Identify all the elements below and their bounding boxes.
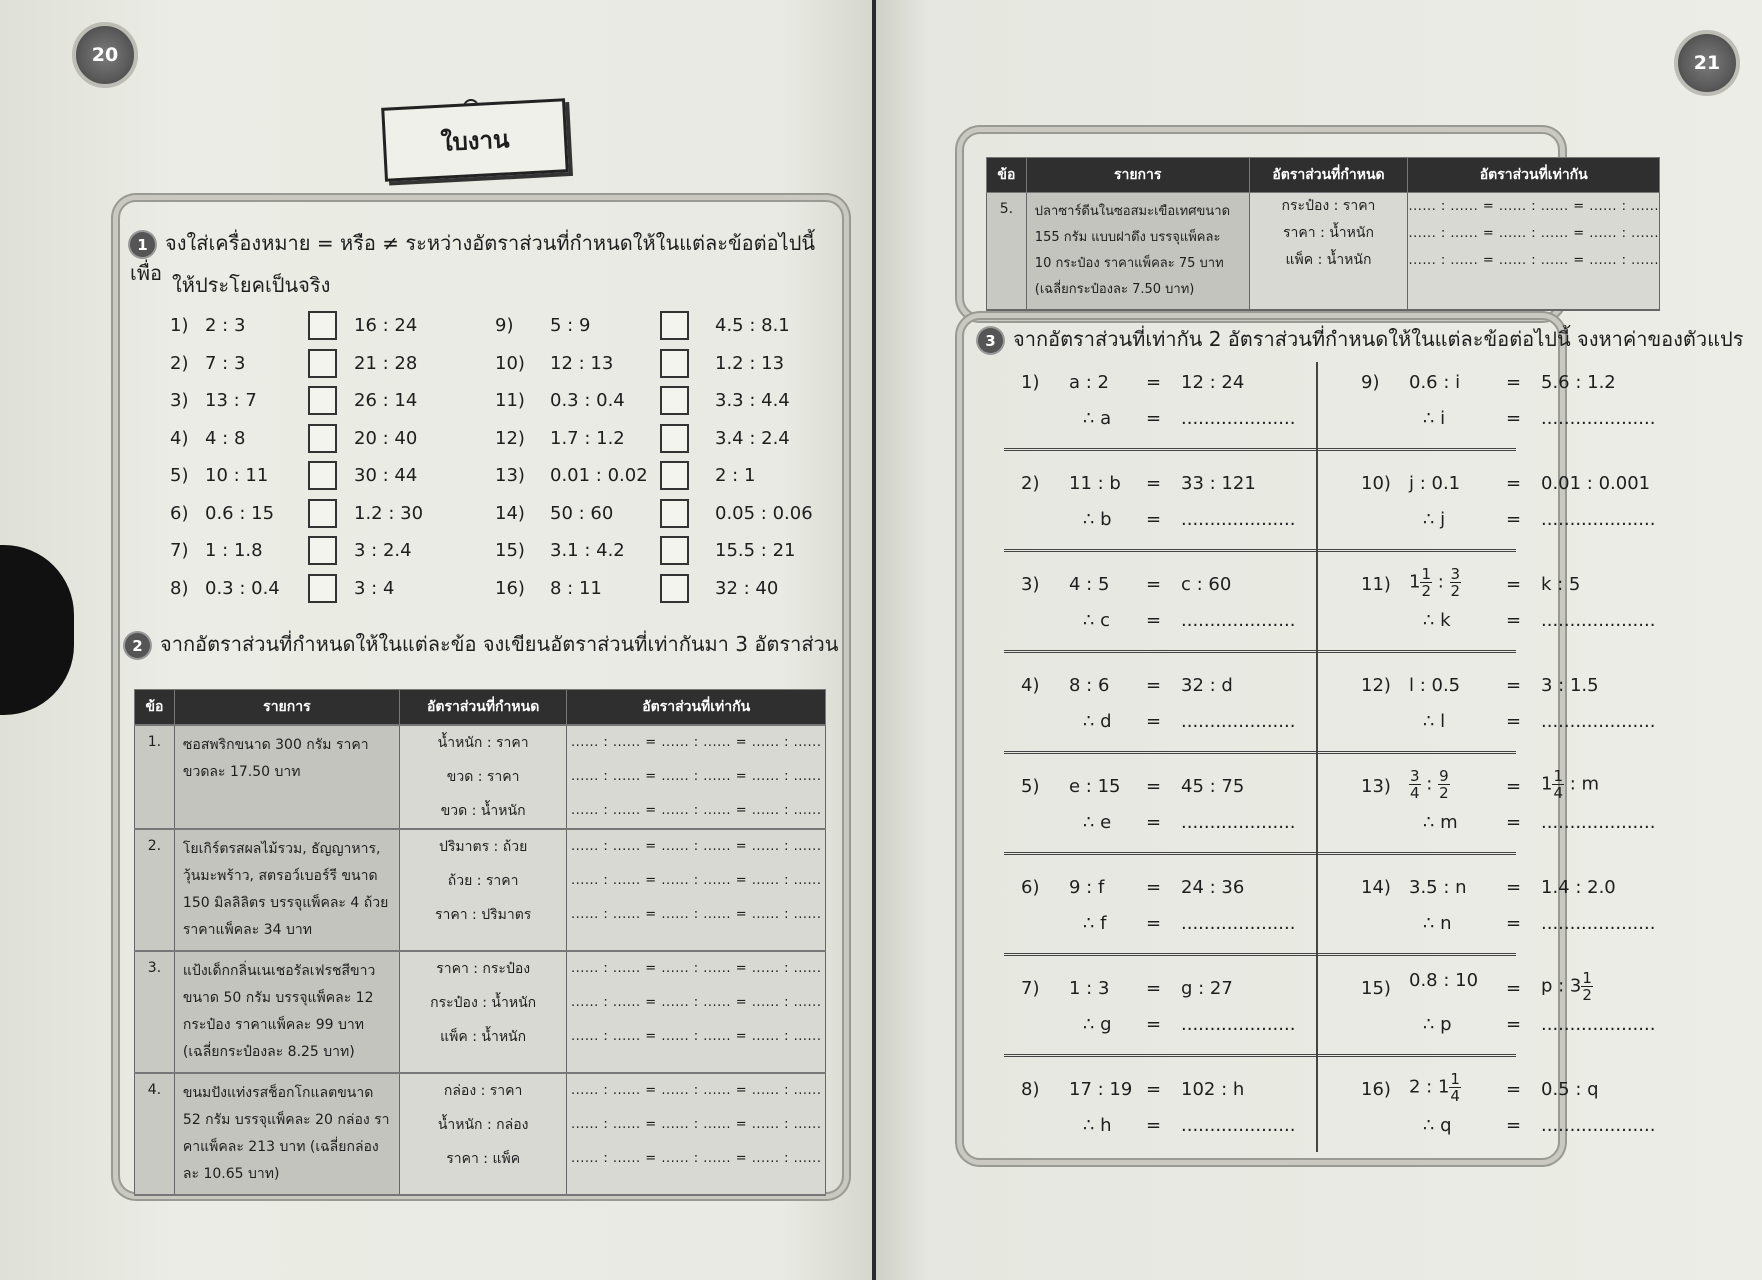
item-number: 13) [495, 465, 525, 486]
item-number: 14) [1361, 877, 1391, 898]
item-description: ซอสพริกขนาด 300 กรัม ราคาขวดละ 17.50 บาท [174, 725, 399, 829]
variable-problem [1361, 372, 1681, 472]
equation-lhs: 9 : f [1069, 877, 1105, 898]
right-ratio: 1.2 : 13 [715, 352, 785, 374]
left-ratio: 8 : 11 [550, 577, 602, 599]
equation-rhs: 102 : h [1181, 1079, 1245, 1100]
item-number: 9) [495, 315, 514, 336]
equation-lhs: 1 : 3 [1069, 978, 1110, 999]
table-header-cell: ข้อ [135, 690, 175, 726]
variable-label: ∴ e [1083, 812, 1112, 833]
equals-sign: = [1506, 978, 1522, 999]
left-ratio: 3.1 : 4.2 [550, 540, 625, 561]
item-number: 2) [170, 352, 189, 374]
table-header-cell: รายการ [1026, 158, 1249, 193]
table-header-cell: อัตราส่วนที่กำหนด [1249, 158, 1408, 193]
row-number: 2. [135, 829, 175, 951]
blank-answer-line[interactable]: .................... [1541, 610, 1656, 631]
left-page [0, 0, 872, 1280]
comparison-row [495, 536, 825, 566]
given-ratio: ปริมาตร : ถ้วย [439, 839, 528, 855]
equation-lhs: e : 15 [1069, 776, 1121, 797]
comparison-row [495, 499, 825, 529]
given-ratio: ถ้วย : ราคา [447, 873, 519, 889]
blank-answer-line[interactable]: .................... [1541, 812, 1656, 833]
equals-sign: = [1146, 473, 1162, 494]
equation-lhs: 3.5 : n [1409, 877, 1467, 898]
item-number: 5) [170, 465, 189, 486]
left-ratio: 2 : 3 [205, 315, 246, 336]
row-divider [1004, 852, 1516, 855]
table-row [135, 829, 826, 951]
given-ratio: ราคา : ปริมาตร [434, 907, 532, 923]
left-ratio: 0.01 : 0.02 [550, 465, 648, 486]
page-number-badge: 20 [72, 22, 138, 88]
row-divider [1004, 549, 1516, 552]
given-ratio: น้ำหนัก : ราคา [437, 735, 529, 751]
equals-sign: = [1506, 1079, 1522, 1100]
section2-badge: 2 [125, 633, 150, 658]
item-number: 3) [170, 390, 189, 411]
equals-sign: = [1146, 1115, 1162, 1136]
equation-rhs: 33 : 121 [1181, 473, 1256, 494]
blank-answer-line[interactable]: .................... [1181, 812, 1296, 833]
blank-answer-line[interactable]: ...... : ...... = ...... : ...... = ...... : ...... [570, 769, 822, 784]
equals-sign: = [1506, 574, 1522, 595]
item-description: โยเกิร์ตรสผลไม้รวม, ธัญญาหาร, วุ้นมะพร้าว, สตรอว์เบอร์รี ขนาด 150 มิลลิลิตร บรรจุแพ็คละ 4 ถ้วย ราคาแพ็คละ 34 บาท [174, 829, 399, 951]
equals-sign: = [1146, 372, 1162, 393]
table-header-cell: ข้อ [987, 158, 1027, 193]
right-ratio: 1.2 : 30 [354, 502, 424, 524]
item-number: 6) [1021, 877, 1040, 898]
equals-sign: = [1146, 408, 1162, 429]
binder-clip-shadow [0, 545, 74, 715]
item-number: 2) [1021, 473, 1040, 494]
right-ratio: 3 : 2.4 [354, 540, 412, 561]
answer-box[interactable] [308, 349, 337, 378]
right-page [876, 0, 1762, 1280]
variable-problem [1361, 473, 1681, 573]
item-description: แป้งเด็กกลิ่นเนเชอรัลเฟรชสีขาว ขนาด 50 กรัม บรรจุแพ็คละ 12 กระป๋อง ราคาแพ็คละ 99 บาท (เฉลี่ยกระป๋องละ 8.25 บาท) [174, 951, 399, 1073]
row-number: 4. [135, 1073, 175, 1195]
variable-problem [1361, 675, 1681, 775]
comparison-row [170, 461, 500, 491]
equals-sign: = [1506, 812, 1522, 833]
row-number: 1. [135, 725, 175, 829]
blank-answer-line[interactable]: .................... [1541, 913, 1656, 934]
item-number: 16) [1361, 1079, 1391, 1100]
variable-problem [1361, 1070, 1681, 1179]
equals-sign: = [1506, 408, 1522, 429]
equals-sign: = [1146, 978, 1162, 999]
left-ratio: 12 : 13 [550, 352, 614, 374]
equals-sign: = [1146, 610, 1162, 631]
left-ratio: 1 : 1.8 [205, 540, 263, 561]
given-ratios [399, 829, 567, 951]
blank-answer-line[interactable]: ...... : ...... = ...... : ...... = ...... : ...... [570, 1083, 822, 1098]
variable-problem [1361, 565, 1681, 674]
ratio-table-right [986, 157, 1660, 311]
item-number: 3) [1021, 574, 1040, 595]
answer-box[interactable] [660, 424, 689, 453]
variable-label: ∴ f [1083, 913, 1107, 934]
item-number: 10) [495, 352, 525, 374]
equals-sign: = [1506, 610, 1522, 631]
blank-answer-line[interactable]: .................... [1541, 408, 1656, 429]
item-number: 15) [1361, 978, 1391, 999]
left-ratio: 1.7 : 1.2 [550, 427, 625, 449]
equation-lhs: 0.6 : i [1409, 372, 1461, 393]
variable-label: ∴ l [1423, 711, 1446, 732]
variable-problem [1021, 776, 1341, 876]
left-ratio: 50 : 60 [550, 502, 614, 524]
equation-lhs: j : 0.1 [1409, 473, 1461, 494]
equals-sign: = [1506, 473, 1522, 494]
left-ratio: 0.3 : 0.4 [205, 577, 280, 599]
variable-label: ∴ p [1423, 1014, 1452, 1035]
variable-label: ∴ a [1083, 408, 1112, 429]
given-ratios [399, 725, 567, 829]
table-header-cell: อัตราส่วนที่เท่ากัน [1408, 158, 1660, 193]
variable-problem [1021, 372, 1341, 472]
given-ratio: กระป๋อง : น้ำหนัก [430, 995, 537, 1011]
table-header-cell: รายการ [174, 690, 399, 726]
answer-box[interactable] [308, 499, 337, 528]
section2-instruction: 2 จากอัตราส่วนที่กำหนดให้ในแต่ละข้อ จงเขียนอัตราส่วนที่เท่ากันมา 3 อัตราส่วน [125, 629, 845, 659]
equation-rhs: 5.6 : 1.2 [1541, 372, 1616, 393]
variable-problem [1361, 767, 1681, 876]
row-divider [1004, 650, 1516, 653]
item-number: 7) [1021, 978, 1040, 999]
given-ratio: ราคา : น้ำหนัก [1283, 225, 1374, 241]
blank-answer-line[interactable]: .................... [1181, 913, 1296, 934]
equation-rhs: 1.4 : 2.0 [1541, 877, 1616, 898]
equals-sign: = [1146, 812, 1162, 833]
item-number: 8) [170, 577, 189, 599]
variable-problem [1021, 675, 1341, 775]
blank-answer-line[interactable]: ...... : ...... = ...... : ...... = ...... : ...... [1408, 199, 1659, 214]
equals-sign: = [1146, 675, 1162, 696]
variable-problem [1021, 574, 1341, 674]
item-number: 10) [1361, 473, 1391, 494]
comparison-row [170, 499, 500, 529]
equivalent-ratios [567, 829, 826, 951]
equation-rhs: g : 27 [1181, 978, 1233, 999]
equals-sign: = [1146, 574, 1162, 595]
blank-answer-line[interactable]: ...... : ...... = ...... : ...... = ...... : ...... [570, 1029, 822, 1044]
variable-problem [1021, 877, 1341, 977]
left-ratio: 10 : 11 [205, 465, 269, 486]
equation-lhs: 11 : b [1069, 473, 1121, 494]
answer-box[interactable] [660, 536, 689, 565]
equivalent-ratios [567, 951, 826, 1073]
right-ratio: 4.5 : 8.1 [715, 315, 790, 336]
blank-answer-line[interactable]: ...... : ...... = ...... : ...... = ...... : ...... [570, 995, 822, 1010]
equation-rhs: c : 60 [1181, 574, 1232, 595]
table-header-row [135, 690, 826, 726]
row-divider [1004, 1054, 1516, 1057]
section3-badge: 3 [978, 328, 1003, 353]
given-ratio: ขวด : น้ำหนัก [440, 803, 526, 819]
equation-lhs: $\frac{3}{4}$ : $\frac{9}{2}$ [1410, 767, 1449, 802]
comparison-row [170, 349, 500, 379]
right-ratio: 3.4 : 2.4 [715, 427, 790, 449]
ratio-table-left [134, 689, 826, 1196]
comparison-row [495, 574, 825, 604]
answer-box[interactable] [308, 574, 337, 603]
equation-rhs: k : 5 [1541, 574, 1581, 595]
item-number: 12) [1361, 675, 1391, 696]
left-ratio: 0.3 : 0.4 [550, 390, 625, 411]
equals-sign: = [1146, 913, 1162, 934]
variable-label: ∴ c [1083, 610, 1111, 631]
comparison-row [495, 386, 825, 416]
blank-answer-line[interactable]: ...... : ...... = ...... : ...... = ...... : ...... [570, 907, 822, 922]
variable-label: ∴ d [1083, 711, 1112, 732]
variable-label: ∴ h [1083, 1115, 1112, 1136]
item-number: 16) [495, 577, 525, 599]
equation-lhs: 4 : 5 [1069, 574, 1110, 595]
section3-instruction: 3 จากอัตราส่วนที่เท่ากัน 2 อัตราส่วนที่กำหนดให้ในแต่ละข้อต่อไปนี้ จงหาค่าของตัวแปร [978, 324, 1758, 354]
table-row [135, 1073, 826, 1195]
left-ratio: 5 : 9 [550, 315, 591, 336]
right-ratio: 16 : 24 [354, 315, 418, 336]
table-header-row [987, 158, 1660, 193]
equals-sign: = [1146, 1079, 1162, 1100]
page-number-badge: 21 [1674, 30, 1740, 96]
equals-sign: = [1506, 372, 1522, 393]
comparison-row [170, 424, 500, 454]
answer-box[interactable] [308, 424, 337, 453]
answer-box[interactable] [660, 499, 689, 528]
left-ratio: 0.6 : 15 [205, 502, 275, 524]
given-ratios [399, 951, 567, 1073]
blank-answer-line[interactable]: ...... : ...... = ...... : ...... = ...... : ...... [570, 735, 822, 750]
equals-sign: = [1506, 877, 1522, 898]
equation-lhs: 0.8 : 10 [1409, 970, 1479, 991]
blank-answer-line[interactable]: .................... [1541, 711, 1656, 732]
blank-answer-line[interactable]: ...... : ...... = ...... : ...... = ...... : ...... [570, 803, 822, 818]
equals-sign: = [1146, 776, 1162, 797]
right-ratio: 21 : 28 [354, 352, 418, 374]
equation-rhs: 3 : 1.5 [1541, 675, 1599, 696]
variable-label: ∴ m [1423, 812, 1458, 833]
equation-rhs: 32 : d [1181, 675, 1233, 696]
right-ratio: 20 : 40 [354, 427, 418, 449]
variable-label: ∴ q [1423, 1115, 1452, 1136]
variable-label: ∴ i [1423, 408, 1446, 429]
variable-problem [1361, 877, 1681, 977]
section1-badge: 1 [130, 232, 155, 257]
table-row [987, 193, 1660, 311]
row-number: 5. [987, 193, 1027, 311]
blank-answer-line[interactable]: .................... [1541, 1115, 1656, 1136]
comparison-row [495, 311, 825, 341]
table-row [135, 951, 826, 1073]
blank-answer-line[interactable]: ...... : ...... = ...... : ...... = ...... : ...... [1408, 226, 1659, 241]
right-ratio: 26 : 14 [354, 390, 418, 411]
item-description: ขนมปังแท่งรสช็อกโกแลตขนาด 52 กรัม บรรจุแพ็คละ 20 กล่อง ราคาแพ็คละ 213 บาท (เฉลี่ยกล่องละ 10.65 บาท) [174, 1073, 399, 1195]
answer-box[interactable] [660, 311, 689, 340]
equation-rhs: 12 : 24 [1181, 372, 1245, 393]
variable-label: ∴ n [1423, 913, 1452, 934]
item-number: 14) [495, 502, 525, 524]
comparison-row [170, 574, 500, 604]
given-ratio: ราคา : กระป๋อง [436, 961, 531, 977]
blank-answer-line[interactable]: .................... [1541, 1014, 1656, 1035]
equivalent-ratios [567, 1073, 826, 1195]
equation-lhs: 17 : 19 [1069, 1079, 1133, 1100]
right-ratio: 32 : 40 [715, 577, 779, 599]
equals-sign: = [1506, 913, 1522, 934]
given-ratios [399, 1073, 567, 1195]
given-ratio: ราคา : แพ็ค [446, 1151, 521, 1167]
variable-label: ∴ b [1083, 509, 1112, 530]
row-divider [1004, 953, 1516, 956]
item-description: ปลาซาร์ดีนในซอสมะเขือเทศขนาด 155 กรัม แบบฝาดึง บรรจุแพ็คละ 10 กระป๋อง ราคาแพ็คละ 75 บาท (เฉลี่ยกระป๋องละ 7.50 บาท) [1026, 193, 1249, 311]
equation-rhs: 0.01 : 0.001 [1541, 473, 1651, 494]
given-ratio: ขวด : ราคา [446, 769, 520, 785]
blank-answer-line[interactable]: .................... [1181, 1115, 1296, 1136]
equals-sign: = [1506, 776, 1522, 797]
equals-sign: = [1146, 711, 1162, 732]
answer-box[interactable] [308, 536, 337, 565]
equation-lhs: l : 0.5 [1409, 675, 1461, 696]
item-number: 15) [495, 540, 525, 561]
blank-answer-line[interactable]: .................... [1181, 509, 1296, 530]
equation-rhs: 1 $\frac{1}{4}$ : m [1541, 767, 1600, 802]
equals-sign: = [1146, 1014, 1162, 1035]
row-divider [1004, 448, 1516, 451]
item-number: 1) [170, 315, 189, 336]
table-header-cell: อัตราส่วนที่กำหนด [399, 690, 567, 726]
equals-sign: = [1146, 509, 1162, 530]
equation-rhs: 0.5 : q [1541, 1079, 1599, 1100]
answer-box[interactable] [660, 574, 689, 603]
item-number: 7) [170, 540, 189, 561]
item-number: 12) [495, 427, 525, 449]
variable-problem [1021, 1079, 1341, 1179]
comparison-row [170, 386, 500, 416]
blank-answer-line[interactable]: ...... : ...... = ...... : ...... = ...... : ...... [570, 839, 822, 854]
blank-answer-line[interactable]: ...... : ...... = ...... : ...... = ...... : ...... [570, 1117, 822, 1132]
blank-answer-line[interactable]: .................... [1181, 408, 1296, 429]
equation-rhs: 45 : 75 [1181, 776, 1245, 797]
comparison-row [170, 311, 500, 341]
equation-lhs: 2 : 1 $\frac{1}{4}$ [1409, 1070, 1460, 1105]
comparison-row [495, 461, 825, 491]
variable-label: ∴ g [1083, 1014, 1112, 1035]
left-ratio: 7 : 3 [205, 352, 246, 374]
equation-lhs: 8 : 6 [1069, 675, 1110, 696]
item-number: 8) [1021, 1079, 1040, 1100]
blank-answer-line[interactable]: ...... : ...... = ...... : ...... = ...... : ...... [570, 961, 822, 976]
given-ratios [1249, 193, 1408, 311]
answer-box[interactable] [308, 311, 337, 340]
answer-box[interactable] [308, 461, 337, 490]
item-number: 4) [170, 427, 189, 449]
answer-box[interactable] [660, 386, 689, 415]
left-ratio: 4 : 8 [205, 427, 246, 449]
left-ratio: 13 : 7 [205, 390, 257, 411]
variable-label: ∴ j [1423, 509, 1446, 530]
equals-sign: = [1506, 711, 1522, 732]
item-number: 13) [1361, 776, 1391, 797]
item-number: 11) [495, 390, 525, 411]
equivalent-ratios [1408, 193, 1660, 311]
right-ratio: 0.05 : 0.06 [715, 502, 813, 524]
right-ratio: 3.3 : 4.4 [715, 390, 790, 411]
blank-answer-line[interactable]: .................... [1181, 1014, 1296, 1035]
comparison-row [170, 536, 500, 566]
item-number: 6) [170, 502, 189, 524]
item-number: 1) [1021, 372, 1040, 393]
given-ratio: น้ำหนัก : กล่อง [437, 1117, 529, 1133]
variable-label: ∴ k [1423, 610, 1451, 631]
blank-answer-line[interactable]: .................... [1181, 711, 1296, 732]
blank-answer-line[interactable]: ...... : ...... = ...... : ...... = ...... : ...... [1408, 253, 1659, 268]
variable-problem [1021, 473, 1341, 573]
item-number: 11) [1361, 574, 1391, 595]
equation-lhs: a : 2 [1069, 372, 1109, 393]
blank-answer-line[interactable]: ...... : ...... = ...... : ...... = ...... : ...... [570, 1151, 822, 1166]
blank-answer-line[interactable]: .................... [1541, 509, 1656, 530]
comparison-row [495, 424, 825, 454]
right-ratio: 30 : 44 [354, 465, 418, 486]
given-ratio: กระป๋อง : ราคา [1281, 198, 1376, 214]
worksheet-title: ใบงาน [381, 98, 569, 182]
equation-lhs: 1 $\frac{1}{2}$ : $\frac{3}{2}$ [1409, 565, 1461, 600]
item-number: 4) [1021, 675, 1040, 696]
variable-problem [1361, 969, 1681, 1078]
section1-instruction-line2: ให้ประโยคเป็นจริง [172, 273, 331, 297]
row-number: 3. [135, 951, 175, 1073]
given-ratio: แพ็ค : น้ำหนัก [1285, 252, 1372, 268]
given-ratio: กล่อง : ราคา [443, 1083, 523, 1099]
equation-rhs: 24 : 36 [1181, 877, 1245, 898]
item-number: 5) [1021, 776, 1040, 797]
given-ratio: แพ็ค : น้ำหนัก [440, 1029, 527, 1045]
blank-answer-line[interactable]: ...... : ...... = ...... : ...... = ...... : ...... [570, 873, 822, 888]
equals-sign: = [1506, 1014, 1522, 1035]
answer-box[interactable] [660, 461, 689, 490]
row-divider [1004, 751, 1516, 754]
answer-box[interactable] [308, 386, 337, 415]
blank-answer-line[interactable]: .................... [1181, 610, 1296, 631]
equals-sign: = [1506, 509, 1522, 530]
equals-sign: = [1146, 877, 1162, 898]
answer-box[interactable] [660, 349, 689, 378]
right-ratio: 3 : 4 [354, 577, 395, 599]
section1-instruction: 1 จงใส่เครื่องหมาย = หรือ ≠ ระหว่างอัตราส่วนที่กำหนดให้ในแต่ละข้อต่อไปนี้เพื่อ [130, 231, 816, 285]
equivalent-ratios [567, 725, 826, 829]
table-header-cell: อัตราส่วนที่เท่ากัน [567, 690, 826, 726]
equals-sign: = [1506, 675, 1522, 696]
table-row [135, 725, 826, 829]
variable-problem [1021, 978, 1341, 1078]
equation-rhs: p : 3 $\frac{1}{2}$ [1541, 969, 1592, 1004]
equals-sign: = [1506, 1115, 1522, 1136]
right-ratio: 2 : 1 [715, 465, 756, 486]
column-divider [1316, 362, 1318, 1152]
item-number: 9) [1361, 372, 1380, 393]
comparison-row [495, 349, 825, 379]
right-ratio: 15.5 : 21 [715, 540, 796, 561]
